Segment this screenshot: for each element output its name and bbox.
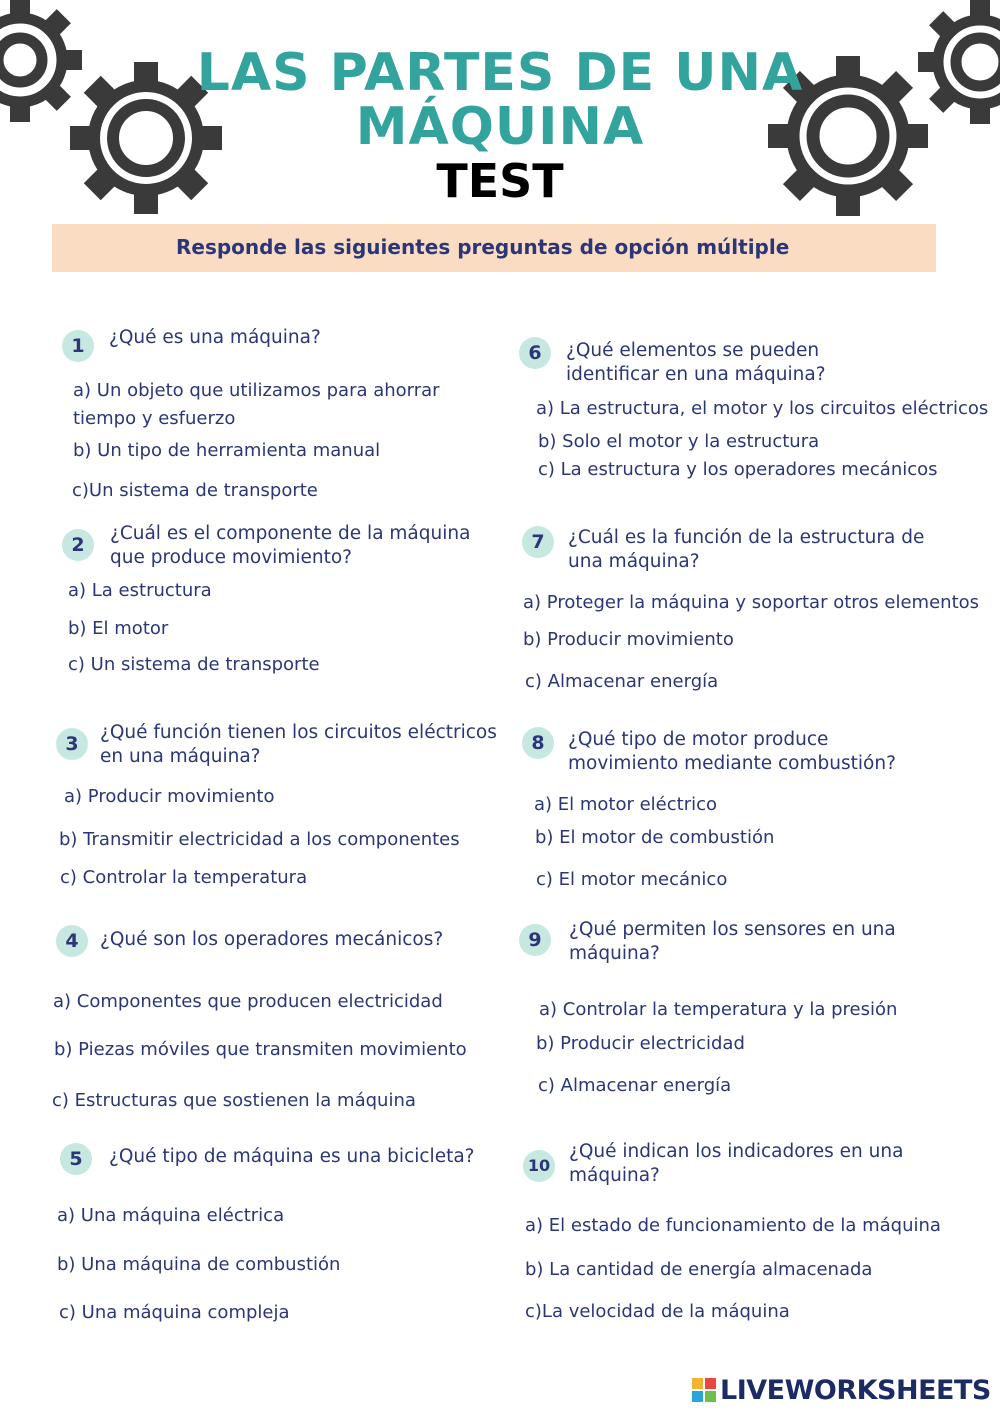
question-text-line2: movimiento mediante combustión? xyxy=(568,753,896,774)
question-number: 2 xyxy=(62,529,94,561)
liveworksheets-logo-icon xyxy=(692,1378,716,1402)
question-text: ¿Cuál es la función de la estructura de xyxy=(568,527,925,548)
question-number: 4 xyxy=(56,925,88,957)
option-a[interactable]: a) El estado de funcionamiento de la máquina xyxy=(525,1215,941,1236)
option-c[interactable]: c) Una máquina compleja xyxy=(59,1302,290,1323)
option-c[interactable]: c) Almacenar energía xyxy=(538,1075,732,1096)
option-a[interactable]: a) Producir movimiento xyxy=(64,786,275,807)
option-a[interactable]: a) Componentes que producen electricidad xyxy=(53,991,443,1012)
question-number: 9 xyxy=(519,924,551,956)
option-b[interactable]: b) Piezas móviles que transmiten movimiento xyxy=(54,1039,467,1060)
option-a[interactable]: a) Controlar la temperatura y la presión xyxy=(539,999,898,1020)
question-number: 10 xyxy=(523,1150,555,1182)
option-b[interactable]: b) Una máquina de combustión xyxy=(57,1254,341,1275)
question-text: ¿Qué son los operadores mecánicos? xyxy=(100,929,444,950)
question-number: 1 xyxy=(62,330,94,362)
question-number: 7 xyxy=(522,526,554,558)
option-b[interactable]: b) El motor xyxy=(68,618,169,639)
page-subtitle: TEST xyxy=(436,154,564,208)
option-b[interactable]: b) Transmitir electricidad a los componentes xyxy=(59,829,460,850)
option-b[interactable]: b) Producir electricidad xyxy=(536,1033,745,1054)
option-b[interactable]: b) Un tipo de herramienta manual xyxy=(73,440,381,461)
page-title-line2: MÁQUINA xyxy=(355,97,645,157)
option-a[interactable]: a) La estructura xyxy=(68,580,212,601)
option-a[interactable]: a) El motor eléctrico xyxy=(534,794,718,815)
option-b[interactable]: b) La cantidad de energía almacenada xyxy=(525,1259,873,1280)
question-text-line2: una máquina? xyxy=(568,551,700,572)
question-text-line2: identificar en una máquina? xyxy=(566,364,826,385)
option-c[interactable]: c) Un sistema de transporte xyxy=(68,654,320,675)
question-text-line2: máquina? xyxy=(569,943,660,964)
question-number: 3 xyxy=(56,728,88,760)
option-c[interactable]: c) Almacenar energía xyxy=(525,671,719,692)
question-text: ¿Qué tipo de motor produce xyxy=(568,729,829,750)
question-text: ¿Qué función tienen los circuitos eléctricos xyxy=(100,722,497,743)
question-number: 8 xyxy=(522,727,554,759)
question-text: ¿Qué indican los indicadores en una xyxy=(569,1141,904,1162)
option-a-continued[interactable]: tiempo y esfuerzo xyxy=(73,408,236,429)
option-c[interactable]: c)Un sistema de transporte xyxy=(72,480,318,501)
liveworksheets-logo-text: LIVEWORKSHEETS xyxy=(720,1374,991,1406)
option-c[interactable]: c) La estructura y los operadores mecánicos xyxy=(538,459,938,480)
question-text: ¿Cuál es el componente de la máquina xyxy=(110,523,471,544)
question-text-line2: que produce movimiento? xyxy=(110,547,352,568)
question-text: ¿Qué permiten los sensores en una xyxy=(569,919,896,940)
option-b[interactable]: b) Solo el motor y la estructura xyxy=(538,431,820,452)
option-c[interactable]: c) El motor mecánico xyxy=(536,869,728,890)
option-b[interactable]: b) Producir movimiento xyxy=(523,629,734,650)
question-text: ¿Qué elementos se pueden xyxy=(566,340,820,361)
instructions-text: Responde las siguientes preguntas de opción múltiple xyxy=(176,235,790,259)
option-a[interactable]: a) La estructura, el motor y los circuitos eléctricos xyxy=(536,398,989,419)
instructions-banner xyxy=(52,224,936,272)
option-a[interactable]: a) Un objeto que utilizamos para ahorrar xyxy=(73,380,440,401)
question-text-line2: máquina? xyxy=(569,1165,660,1186)
question-text-line2: en una máquina? xyxy=(100,746,261,767)
option-a[interactable]: a) Proteger la máquina y soportar otros elementos xyxy=(523,592,980,613)
option-b[interactable]: b) El motor de combustión xyxy=(535,827,775,848)
option-a[interactable]: a) Una máquina eléctrica xyxy=(57,1205,285,1226)
question-text: ¿Qué tipo de máquina es una bicicleta? xyxy=(109,1146,475,1167)
option-c[interactable]: c)La velocidad de la máquina xyxy=(525,1301,790,1322)
option-c[interactable]: c) Controlar la temperatura xyxy=(60,867,308,888)
question-number: 6 xyxy=(519,337,551,369)
liveworksheets-logo xyxy=(692,1374,991,1406)
question-number: 5 xyxy=(60,1143,92,1175)
page-title: LAS PARTES DE UNA xyxy=(196,43,804,103)
option-c[interactable]: c) Estructuras que sostienen la máquina xyxy=(52,1090,416,1111)
question-text: ¿Qué es una máquina? xyxy=(109,327,321,348)
